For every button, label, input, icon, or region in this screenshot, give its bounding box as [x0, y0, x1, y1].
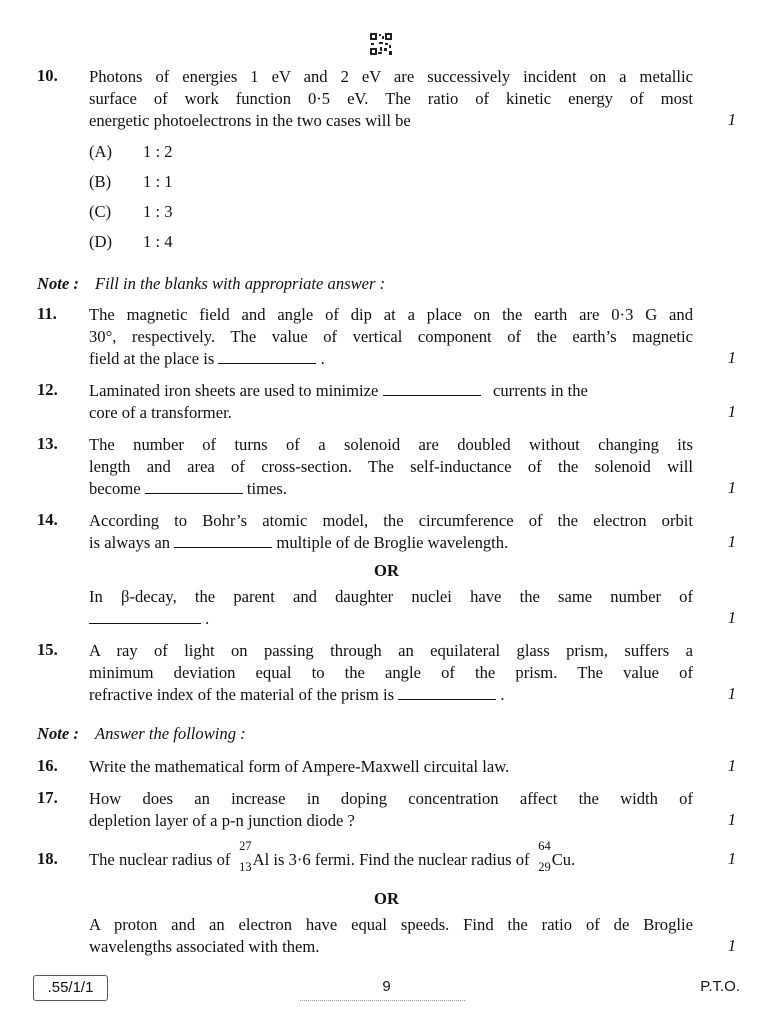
question-line-end: . — [571, 850, 576, 869]
question-line: How does an increase in doping concentration affect the width of — [89, 789, 693, 808]
marks: 1 — [727, 532, 736, 551]
option-text: 1 : 3 — [143, 202, 173, 221]
question-line-end: times. — [246, 479, 288, 498]
marks: 1 — [727, 608, 736, 627]
question-text — [89, 640, 693, 706]
marks: 1 — [727, 402, 736, 421]
question-line: wavelengths associated with them. — [89, 937, 320, 956]
question-number: 18. — [37, 849, 58, 868]
note-text: Answer the following : — [94, 724, 246, 743]
question-text — [89, 304, 693, 370]
answer-blank — [383, 381, 481, 396]
question-line: The number of turns of a solenoid are doubled without changing its — [89, 435, 693, 454]
nuclide-copper — [538, 839, 572, 874]
question-line: is 3·6 fermi. Find the nuclear radius of — [273, 850, 530, 869]
paper-code: .55/1/1 — [33, 975, 108, 1001]
question-text — [89, 66, 693, 132]
question-text — [89, 756, 693, 778]
question-text — [89, 510, 693, 554]
nuclide-aluminium — [239, 839, 270, 874]
question-number: 15. — [37, 640, 58, 659]
qr-code-icon — [370, 33, 392, 55]
mass-number: 27 — [239, 839, 252, 853]
pto-label: P.T.O. — [700, 978, 740, 995]
option-text: 1 : 4 — [143, 232, 173, 251]
marks: 1 — [727, 756, 736, 775]
question-line: refractive index of the material of the prism is — [89, 685, 395, 704]
note-label: Note : — [37, 724, 79, 743]
note-answer-following — [37, 724, 246, 744]
option-label: (C) — [89, 202, 112, 221]
option-label: (A) — [89, 142, 113, 161]
question-text — [89, 586, 693, 630]
question-number: 10. — [37, 66, 58, 85]
or-separator: OR — [374, 561, 399, 580]
question-number: 13. — [37, 434, 58, 453]
answer-blank — [218, 349, 316, 364]
marks: 1 — [727, 810, 736, 829]
question-line: Laminated iron sheets are used to minimize — [89, 381, 379, 400]
element-symbol: Cu — [551, 850, 572, 869]
question-line-end: . — [500, 685, 505, 704]
atomic-number: 29 — [538, 860, 551, 874]
question-line: surface of work function 0·5 eV. The ratio of kinetic energy of most — [89, 89, 693, 108]
marks: 1 — [727, 684, 736, 703]
question-text — [89, 434, 693, 500]
question-number: 11. — [37, 304, 57, 323]
marks: 1 — [727, 348, 736, 367]
question-line-end: . — [205, 609, 210, 628]
question-number: 14. — [37, 510, 58, 529]
answer-blank — [174, 533, 272, 548]
answer-blank — [145, 479, 243, 494]
note-fill-blanks — [37, 274, 385, 294]
question-line: 30°, respectively. The value of vertical component of the earth’s magnetic — [89, 327, 693, 346]
question-line: Write the mathematical form of Ampere-Maxwell circuital law. — [89, 757, 510, 776]
question-line: A proton and an electron have equal speeds. Find the ratio of de Broglie — [89, 915, 693, 934]
note-text: Fill in the blanks with appropriate answer : — [94, 274, 386, 293]
or-separator: OR — [374, 889, 399, 908]
option-text: 1 : 1 — [143, 172, 173, 191]
question-line-end: . — [320, 349, 325, 368]
marks: 1 — [727, 936, 736, 955]
question-line: energetic photoelectrons in the two cases will be — [89, 111, 411, 130]
question-line: In β-decay, the parent and daughter nuclei have the same number of — [89, 587, 693, 606]
question-line-end: multiple of de Broglie wavelength. — [276, 533, 509, 552]
question-line: minimum deviation equal to the angle of the prism. The value of — [89, 663, 693, 682]
option-a — [89, 142, 173, 162]
question-number: 17. — [37, 788, 58, 807]
answer-blank — [398, 685, 496, 700]
mass-number: 64 — [538, 839, 551, 853]
question-line: A ray of light on passing through an equilateral glass prism, suffers a — [89, 641, 693, 660]
question-line: The nuclear radius of — [89, 850, 231, 869]
question-line: is always an — [89, 533, 171, 552]
question-line: depletion layer of a p-n junction diode ? — [89, 811, 355, 830]
note-label: Note : — [37, 274, 79, 293]
question-line: become — [89, 479, 141, 498]
question-number: 16. — [37, 756, 58, 775]
question-line: Photons of energies 1 eV and 2 eV are successively incident on a metallic — [89, 67, 693, 86]
option-b — [89, 172, 173, 192]
question-line: length and area of cross-section. The self-inductance of the solenoid will — [89, 457, 693, 476]
question-text — [89, 380, 693, 424]
question-line-end: currents in the — [493, 381, 588, 400]
marks: 1 — [727, 478, 736, 497]
question-text — [89, 914, 693, 958]
option-label: (B) — [89, 172, 112, 191]
question-line: field at the place is — [89, 349, 215, 368]
option-c — [89, 202, 173, 222]
question-line: The magnetic field and angle of dip at a place on the earth are 0·3 G and — [89, 305, 693, 324]
element-symbol: Al — [252, 850, 270, 869]
atomic-number: 13 — [239, 860, 252, 874]
marks: 1 — [727, 110, 736, 129]
question-line: According to Bohr’s atomic model, the circumference of the electron orbit — [89, 511, 693, 530]
option-d — [89, 232, 173, 252]
question-text — [89, 839, 693, 874]
question-number: 12. — [37, 380, 58, 399]
option-text: 1 : 2 — [143, 142, 173, 161]
option-label: (D) — [89, 232, 113, 251]
marks: 1 — [727, 849, 736, 868]
answer-blank — [89, 609, 201, 624]
question-line: core of a transformer. — [89, 403, 232, 422]
page-number-rule — [300, 1000, 465, 1001]
page-number: 9 — [382, 978, 391, 995]
question-text — [89, 788, 693, 832]
